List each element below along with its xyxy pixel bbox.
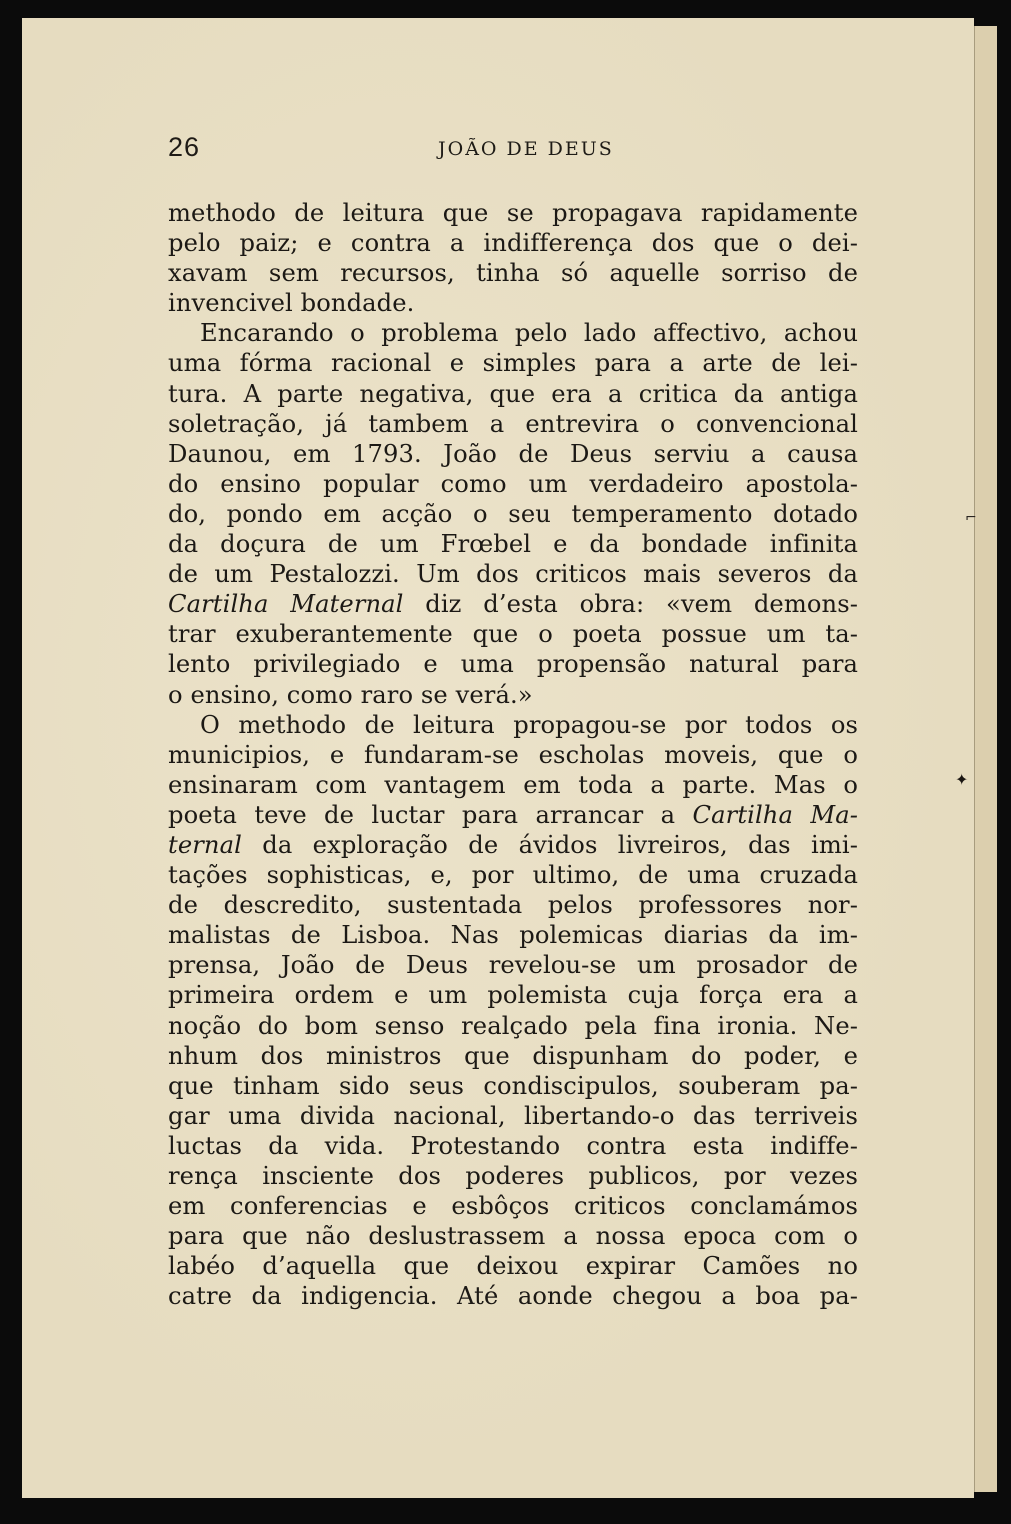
text-line: luctas da vida. Protestando contra esta indiffe- bbox=[168, 1131, 858, 1160]
text-line: que tinham sido seus condiscipulos, souberam pa- bbox=[168, 1071, 858, 1100]
body-text bbox=[168, 198, 858, 1311]
text-line: pelo paiz; e contra a indifferença dos que o dei- bbox=[168, 229, 858, 258]
text-line: ensinaram com vantagem em toda a parte. Mas o bbox=[168, 770, 858, 799]
page-number: 26 bbox=[168, 132, 201, 162]
text-line: ternal da exploração de ávidos livreiros, das imi- bbox=[168, 830, 858, 859]
text-line: soletração, já tambem a entrevira o convencional bbox=[168, 409, 858, 438]
text-line: prensa, João de Deus revelou-se um prosador de bbox=[168, 951, 858, 980]
text-line: tura. A parte negativa, que era a critica da antiga bbox=[168, 379, 858, 408]
margin-mark: ✦ bbox=[955, 770, 969, 789]
text-line: invencivel bondade. bbox=[168, 289, 415, 318]
text-line: trar exuberantemente que o poeta possue um ta- bbox=[168, 620, 858, 649]
text-line: labéo d’aquella que deixou expirar Camões no bbox=[168, 1252, 858, 1281]
text-line: malistas de Lisboa. Nas polemicas diarias da im- bbox=[168, 921, 858, 950]
text-line: xavam sem recursos, tinha só aquelle sorriso de bbox=[168, 259, 858, 288]
text-line: uma fórma racional e simples para a arte de lei- bbox=[168, 349, 858, 378]
text-line: de um Pestalozzi. Um dos criticos mais severos da bbox=[168, 560, 858, 589]
text-line: do ensino popular como um verdadeiro apostola- bbox=[168, 469, 858, 498]
text-line: da doçura de um Frœbel e da bondade infinita bbox=[168, 530, 858, 559]
text-line: do, pondo em acção o seu temperamento dotado bbox=[168, 499, 858, 528]
text-line: Encarando o problema pelo lado affectivo, achou bbox=[200, 319, 858, 348]
text-line: poeta teve de luctar para arrancar a Cartilha Ma- bbox=[168, 800, 858, 829]
text-line: municipios, e fundaram-se escholas moveis, que o bbox=[168, 740, 858, 769]
margin-mark: ⌐ bbox=[965, 510, 977, 526]
next-page-edge bbox=[974, 26, 997, 1492]
text-line: noção do bom senso realçado pela fina ironia. Ne- bbox=[168, 1011, 858, 1040]
text-line: nhum dos ministros que dispunham do poder, e bbox=[168, 1041, 858, 1070]
text-line: O methodo de leitura propagou-se por todos os bbox=[200, 710, 858, 739]
text-line: o ensino, como raro se verá.» bbox=[168, 680, 533, 709]
text-line: Daunou, em 1793. João de Deus serviu a causa bbox=[168, 439, 858, 468]
text-line: Cartilha Maternal diz d’esta obra: «vem demons- bbox=[168, 590, 858, 619]
text-line: catre da indigencia. Até aonde chegou a boa pa- bbox=[168, 1282, 858, 1311]
text-line: rença insciente dos poderes publicos, por vezes bbox=[168, 1162, 858, 1190]
running-title: JOÃO DE DEUS bbox=[438, 138, 614, 160]
text-line: em conferencias e esbôços criticos conclamámos bbox=[168, 1192, 858, 1221]
text-line: lento privilegiado e uma propensão natural para bbox=[168, 650, 858, 679]
text-line: de descredito, sustentada pelos professores nor- bbox=[168, 891, 858, 920]
text-line: gar uma divida nacional, libertando-o das terriveis bbox=[168, 1101, 858, 1130]
running-head bbox=[168, 132, 858, 172]
text-line: para que não deslustrassem a nossa epoca com o bbox=[168, 1222, 858, 1251]
text-line: methodo de leitura que se propagava rapidamente bbox=[168, 199, 858, 227]
text-line: tações sophisticas, e, por ultimo, de uma cruzada bbox=[168, 861, 858, 890]
text-line: primeira ordem e um polemista cuja força era a bbox=[168, 981, 858, 1010]
